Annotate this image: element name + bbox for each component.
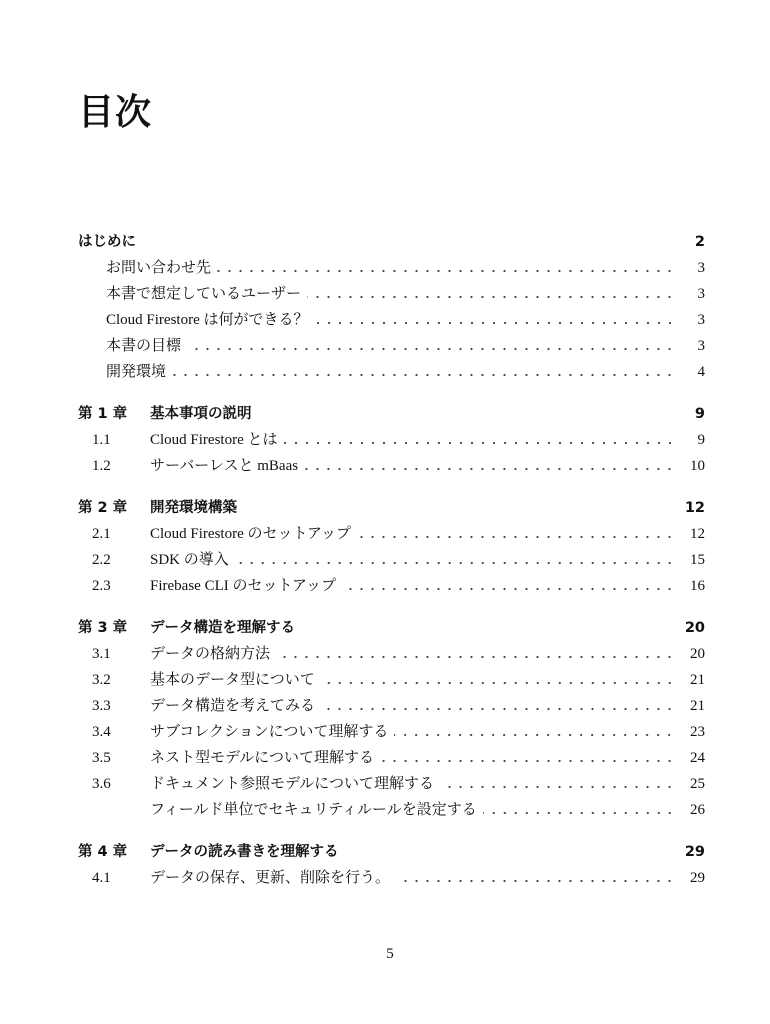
section-page: 26 bbox=[690, 802, 705, 818]
section-title: Firebase CLI のセットアップ bbox=[150, 578, 336, 594]
dot-leader bbox=[284, 438, 676, 448]
section-title: ネスト型モデルについて理解する bbox=[150, 750, 374, 766]
section-title: Cloud Firestore は何ができる？ bbox=[106, 312, 309, 328]
section-title: サーバーレスと mBaas bbox=[150, 458, 299, 474]
section-title: Cloud Firestore のセットアップ bbox=[150, 526, 351, 542]
toc-section-entry[interactable] bbox=[78, 359, 705, 385]
dot-leader bbox=[321, 704, 675, 714]
toc-chapter-group bbox=[78, 229, 705, 385]
section-page: 21 bbox=[690, 698, 705, 714]
chapter-title: 開発環境構築 bbox=[150, 500, 237, 516]
section-number: 3.6 bbox=[92, 776, 111, 792]
dot-leader bbox=[217, 266, 675, 276]
chapter-page: 20 bbox=[684, 620, 705, 636]
section-page: 23 bbox=[690, 724, 705, 740]
chapter-page: 12 bbox=[684, 500, 705, 516]
dot-leader bbox=[380, 756, 675, 766]
dot-leader bbox=[342, 584, 675, 594]
chapter-title: データ構造を理解する bbox=[150, 620, 295, 636]
section-number: 3.3 bbox=[92, 698, 111, 714]
chapter-page: 29 bbox=[684, 844, 705, 860]
section-page: 25 bbox=[690, 776, 705, 792]
toc-chapter-entry[interactable] bbox=[78, 495, 705, 521]
section-number: 2.1 bbox=[92, 526, 111, 542]
dot-leader bbox=[235, 558, 675, 568]
toc-section-entry[interactable] bbox=[78, 453, 705, 479]
chapter-title: はじめに bbox=[78, 234, 136, 250]
section-title: お問い合わせ先 bbox=[106, 260, 212, 276]
toc-section-entry[interactable] bbox=[78, 797, 705, 823]
section-page: 21 bbox=[690, 672, 705, 688]
dot-leader bbox=[187, 344, 675, 354]
toc-section-entry[interactable] bbox=[78, 427, 705, 453]
toc-section-entry[interactable] bbox=[78, 667, 705, 693]
dot-leader bbox=[440, 782, 675, 792]
toc-chapter-entry[interactable] bbox=[78, 401, 705, 427]
section-number: 1.2 bbox=[92, 458, 111, 474]
toc-section-entry[interactable] bbox=[78, 693, 705, 719]
dot-leader bbox=[483, 808, 675, 818]
dot-leader bbox=[394, 730, 675, 740]
toc-chapter-group bbox=[78, 839, 705, 891]
section-page: 12 bbox=[690, 526, 705, 542]
section-number: 3.1 bbox=[92, 646, 111, 662]
chapter-label: 第 3 章 bbox=[78, 620, 128, 636]
toc-section-entry[interactable] bbox=[78, 745, 705, 771]
dot-leader bbox=[396, 876, 675, 886]
section-number: 3.5 bbox=[92, 750, 111, 766]
toc-section-entry[interactable] bbox=[78, 281, 705, 307]
section-number: 2.3 bbox=[92, 578, 111, 594]
section-title: 基本のデータ型について bbox=[150, 672, 315, 688]
toc-chapter-group bbox=[78, 615, 705, 823]
toc-section-entry[interactable] bbox=[78, 547, 705, 573]
page-title: 目次 bbox=[78, 92, 153, 133]
dot-leader bbox=[315, 318, 676, 328]
section-number: 3.4 bbox=[92, 724, 111, 740]
toc-section-entry[interactable] bbox=[78, 771, 705, 797]
toc-section-entry[interactable] bbox=[78, 641, 705, 667]
dot-leader bbox=[276, 652, 675, 662]
section-title: SDK の導入 bbox=[150, 552, 229, 568]
toc-section-entry[interactable] bbox=[78, 573, 705, 599]
toc-section-entry[interactable] bbox=[78, 865, 705, 891]
section-title: 本書の目標 bbox=[106, 338, 182, 354]
toc-chapter-entry[interactable] bbox=[78, 839, 705, 865]
section-page: 20 bbox=[690, 646, 705, 662]
section-page: 3 bbox=[697, 260, 705, 276]
section-page: 16 bbox=[690, 578, 705, 594]
section-title: データの格納方法 bbox=[150, 646, 271, 662]
toc-section-entry[interactable] bbox=[78, 307, 705, 333]
toc-section-entry[interactable] bbox=[78, 255, 705, 281]
table-of-contents bbox=[78, 229, 705, 891]
section-page: 9 bbox=[697, 432, 705, 448]
chapter-label: 第 2 章 bbox=[78, 500, 128, 516]
section-title: データの保存、更新、削除を行う。 bbox=[150, 870, 391, 886]
chapter-title: データの読み書きを理解する bbox=[150, 844, 339, 860]
section-title: サブコレクションについて理解する bbox=[150, 724, 389, 740]
section-title: Cloud Firestore とは bbox=[150, 432, 278, 448]
dot-leader bbox=[307, 292, 675, 302]
toc-chapter-group bbox=[78, 495, 705, 599]
toc-chapter-entry[interactable] bbox=[78, 615, 705, 641]
toc-section-entry[interactable] bbox=[78, 719, 705, 745]
section-page: 24 bbox=[690, 750, 705, 766]
toc-chapter-entry[interactable] bbox=[78, 229, 705, 255]
chapter-label: 第 4 章 bbox=[78, 844, 128, 860]
chapter-label: 第 1 章 bbox=[78, 406, 128, 422]
page-number: 5 bbox=[386, 946, 394, 962]
toc-section-entry[interactable] bbox=[78, 521, 705, 547]
section-title: ドキュメント参照モデルについて理解する bbox=[150, 776, 434, 792]
dot-leader bbox=[304, 464, 675, 474]
section-page: 4 bbox=[697, 364, 705, 380]
section-number: 1.1 bbox=[92, 432, 111, 448]
chapter-page: 2 bbox=[694, 234, 705, 250]
section-title: フィールド単位でセキュリティルールを設定する bbox=[150, 802, 477, 818]
section-page: 3 bbox=[697, 312, 705, 328]
toc-chapter-group bbox=[78, 401, 705, 479]
section-number: 3.2 bbox=[92, 672, 111, 688]
chapter-page: 9 bbox=[694, 406, 705, 422]
section-title: データ構造を考えてみる bbox=[150, 698, 316, 714]
section-title: 開発環境 bbox=[106, 364, 167, 380]
section-number: 4.1 bbox=[92, 870, 111, 886]
section-page: 29 bbox=[690, 870, 705, 886]
section-page: 15 bbox=[690, 552, 705, 568]
toc-section-entry[interactable] bbox=[78, 333, 705, 359]
dot-leader bbox=[321, 678, 675, 688]
section-page: 3 bbox=[697, 286, 705, 302]
section-page: 10 bbox=[690, 458, 705, 474]
dot-leader bbox=[357, 532, 675, 542]
chapter-title: 基本事項の説明 bbox=[150, 406, 252, 422]
section-number: 2.2 bbox=[92, 552, 111, 568]
section-title: 本書で想定しているユーザー bbox=[106, 286, 302, 302]
dot-leader bbox=[172, 370, 675, 380]
section-page: 3 bbox=[697, 338, 705, 354]
